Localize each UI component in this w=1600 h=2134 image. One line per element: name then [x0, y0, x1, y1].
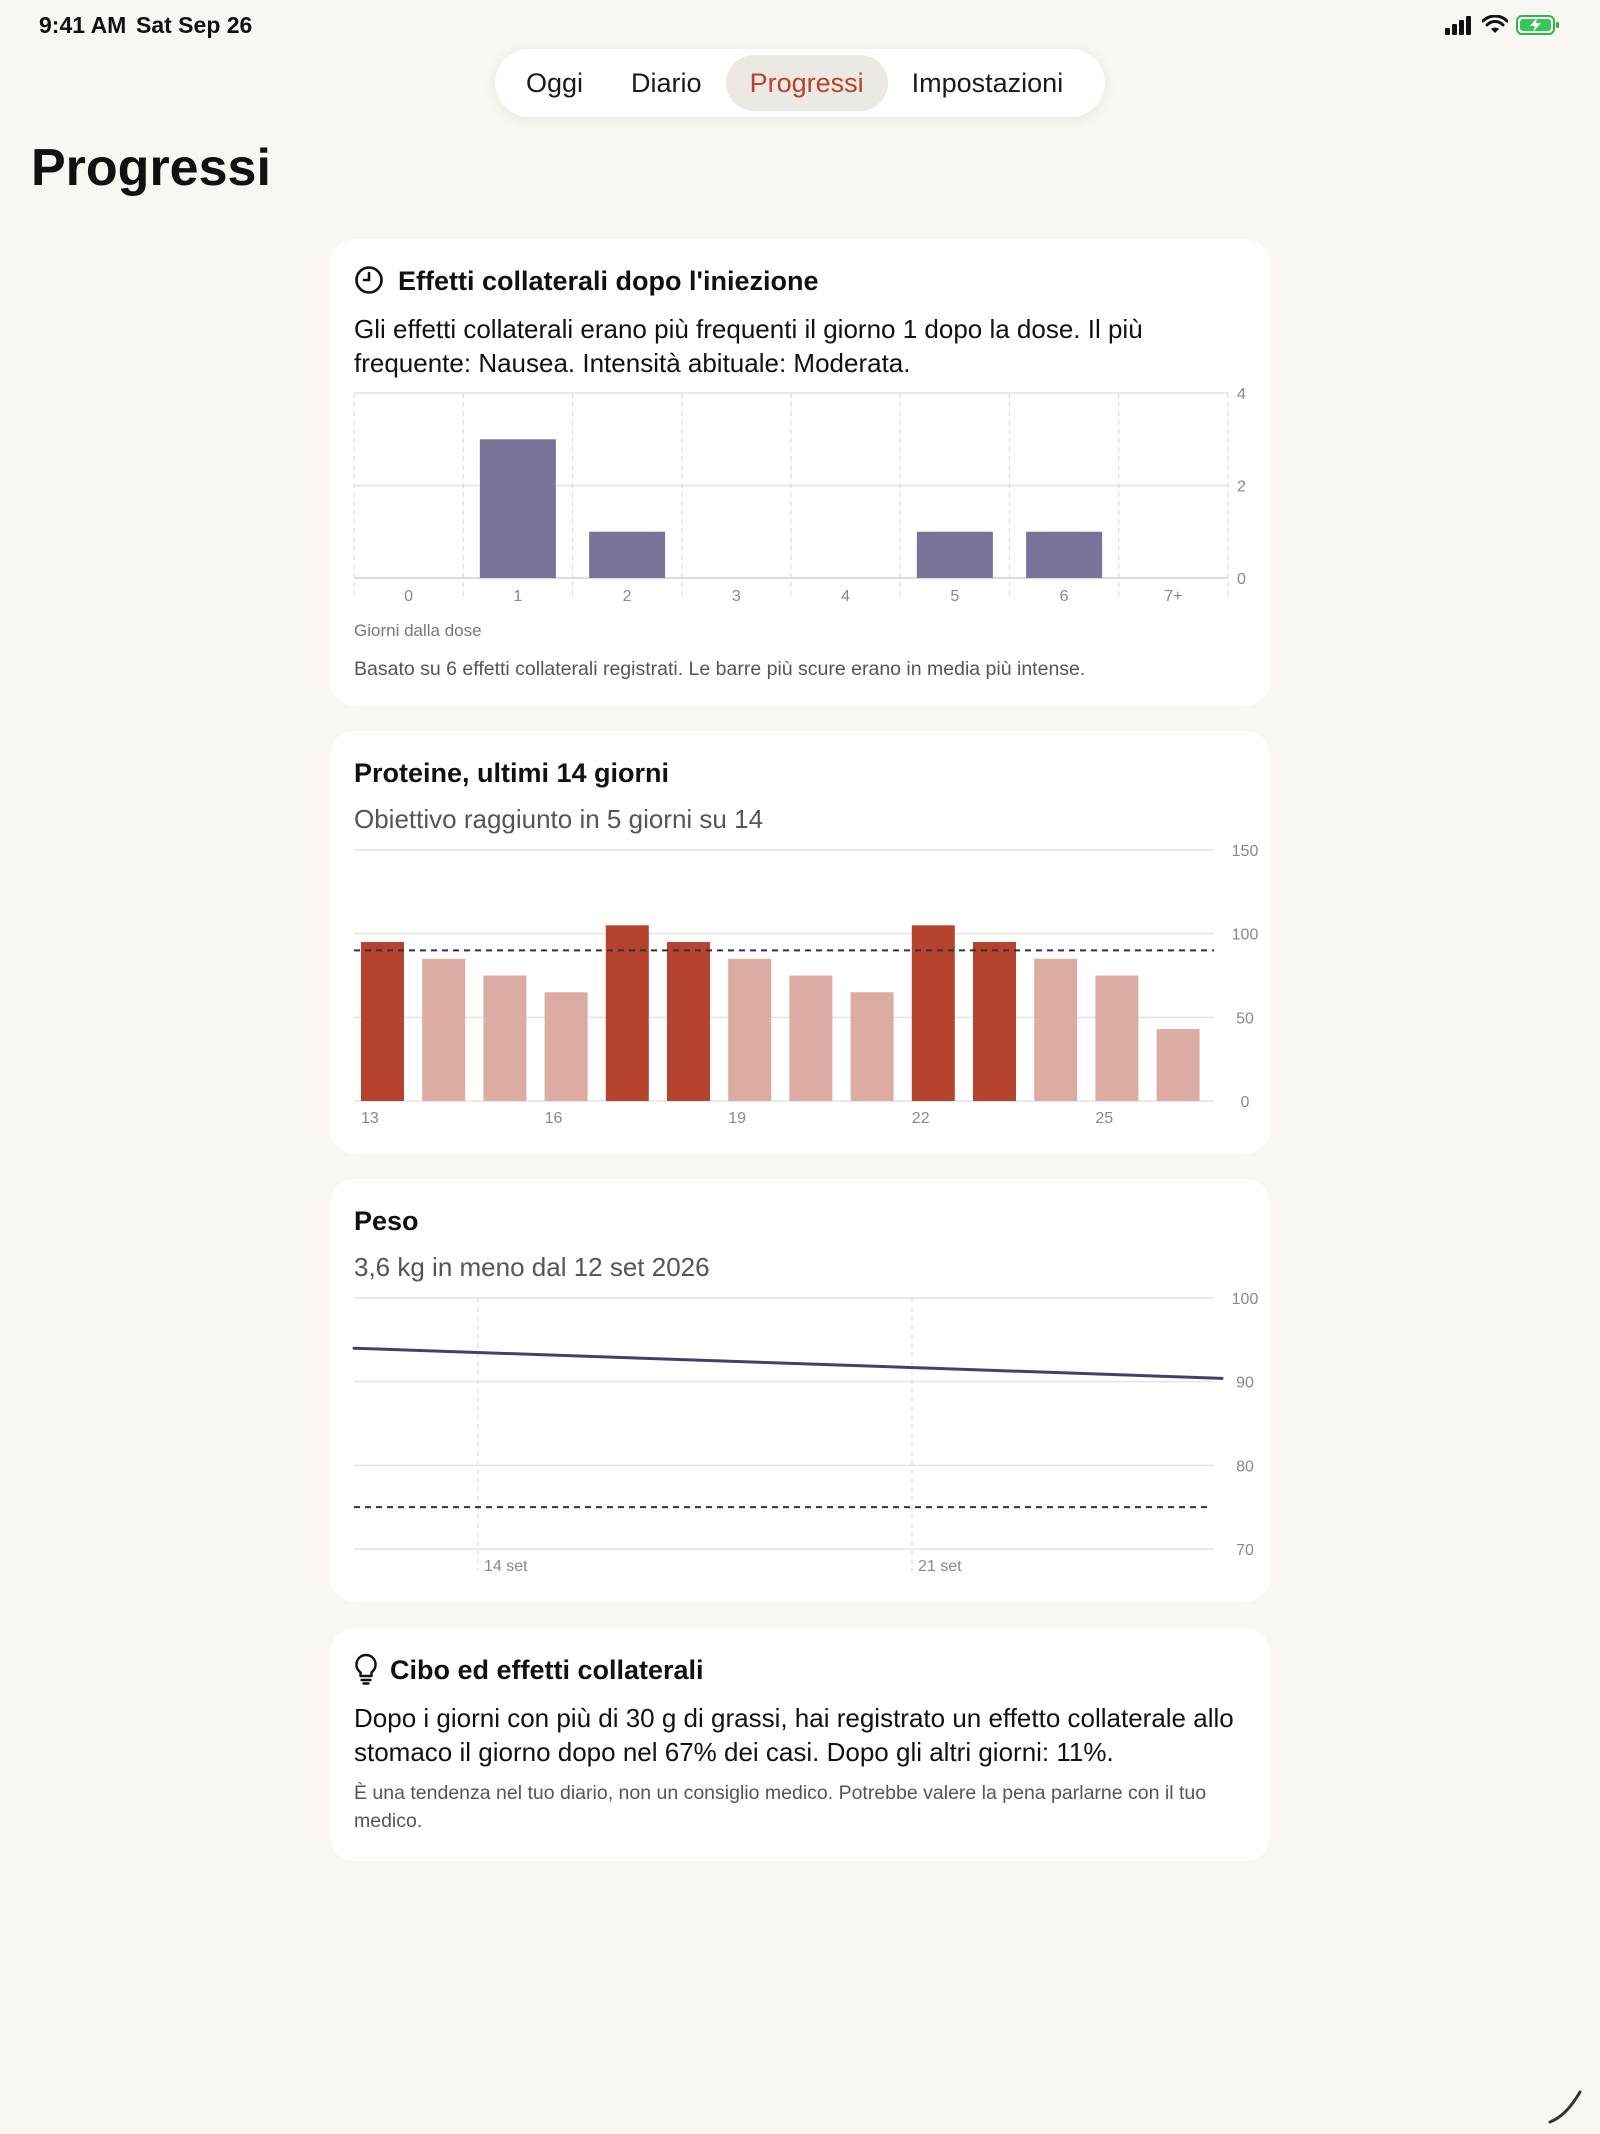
x-tick-label: 14 set [484, 1558, 528, 1575]
x-tick-label: 5 [950, 588, 960, 605]
bar-day-21 [851, 992, 894, 1101]
x-tick-label: 7+ [1164, 588, 1183, 605]
status-bar [0, 0, 1600, 50]
x-tick-label: 6 [1059, 588, 1069, 605]
battery-charging-icon [1516, 14, 1560, 36]
y-tick-label: 2 [1237, 478, 1246, 496]
status-icons [1444, 14, 1560, 36]
bar-day-22 [912, 925, 955, 1101]
bar-day-25 [1095, 976, 1138, 1102]
x-tick-label: 13 [361, 1110, 379, 1127]
y-tick-label: 70 [1236, 1542, 1254, 1559]
y-tick-label: 4 [1237, 387, 1246, 403]
clock-icon [354, 265, 384, 295]
lightbulb-icon [354, 1653, 378, 1685]
weight-title: Peso [354, 1206, 419, 1236]
protein-subtitle: Obiettivo raggiunto in 5 giorni su 14 [354, 804, 764, 834]
bar-day-1 [480, 439, 556, 578]
y-tick-label: 80 [1236, 1458, 1254, 1476]
side-effects-footnote: Basato su 6 effetti collaterali registrati. Le barre più scure erano in media più intense. [354, 658, 1086, 680]
protein-title: Proteine, ultimi 14 giorni [354, 758, 670, 788]
x-tick-label: 0 [404, 588, 414, 605]
x-tick-label: 2 [622, 588, 632, 605]
page-title: Progressi [31, 139, 271, 197]
bar-day-6 [1026, 532, 1102, 578]
bar-day-19 [728, 959, 771, 1101]
bar-day-18 [667, 942, 710, 1101]
bar-day-14 [422, 959, 465, 1101]
x-tick-label: 22 [911, 1110, 930, 1127]
x-tick-label: 16 [544, 1110, 563, 1127]
protein-chart [330, 841, 1270, 1141]
weight-subtitle: 3,6 kg in meno dal 12 set 2026 [354, 1252, 710, 1282]
wifi-icon [1482, 15, 1508, 35]
weight-chart [330, 1289, 1270, 1589]
insight-footnote: È una tendenza nel tuo diario, non un consiglio medico. Potrebbe valere la pena parlarne con il tuo medico. [354, 1782, 1207, 1832]
bar-day-15 [483, 976, 526, 1102]
insight-text: Dopo i giorni con più di 30 g di grassi, hai registrato un effetto collaterale allo stomaco il giorno dopo nel 67% dei casi. Dopo gli altri giorni: 11%. [354, 1703, 1234, 1767]
y-tick-label: 0 [1237, 571, 1246, 588]
y-tick-label: 100 [1231, 1291, 1259, 1308]
x-tick-label: 1 [513, 588, 523, 605]
bar-day-17 [606, 925, 649, 1101]
side-effects-xlabel: Giorni dalla dose [354, 621, 482, 640]
side-effects-summary: Gli effetti collaterali erano più frequenti il giorno 1 dopo la dose. Il più frequente: Nausea. Intensità abituale: Moderata. [354, 314, 1143, 378]
side-effects-card [330, 239, 1270, 706]
x-tick-label: 4 [841, 588, 851, 605]
bar-day-26 [1157, 1029, 1200, 1101]
bar-day-16 [545, 992, 588, 1101]
tab-oggi[interactable]: Oggi [526, 67, 584, 98]
bar-day-5 [917, 532, 993, 578]
cellular-signal-icon [1444, 15, 1474, 35]
protein-card [330, 731, 1270, 1154]
side-effects-title: Effetti collaterali dopo l'iniezione [398, 266, 819, 296]
bar-day-20 [789, 976, 832, 1102]
side-effects-chart [330, 387, 1270, 617]
tab-bar [495, 49, 1105, 117]
y-tick-label: 90 [1236, 1374, 1254, 1392]
status-date: Sat Sep 26 [136, 12, 253, 38]
y-tick-label: 150 [1231, 843, 1259, 860]
pencil-scribble-icon [1546, 2086, 1586, 2126]
bar-day-13 [361, 942, 404, 1101]
y-tick-label: 50 [1236, 1010, 1254, 1028]
y-tick-label: 100 [1231, 926, 1259, 944]
status-time: 9:41 AM [39, 12, 127, 38]
x-tick-label: 3 [731, 588, 741, 605]
bar-day-23 [973, 942, 1016, 1101]
insight-card [330, 1628, 1270, 1861]
y-tick-label: 0 [1240, 1094, 1250, 1111]
x-tick-label: 25 [1095, 1110, 1114, 1127]
tab-impostazioni[interactable]: Impostazioni [911, 67, 1064, 98]
insight-title: Cibo ed effetti collaterali [390, 1655, 704, 1685]
weight-card [330, 1179, 1270, 1602]
bar-day-2 [589, 532, 665, 578]
x-tick-label: 21 set [918, 1558, 962, 1575]
tab-diario[interactable]: Diario [631, 67, 702, 98]
tab-progressi[interactable]: Progressi [726, 55, 888, 111]
weight-series-line [354, 1348, 1222, 1378]
bar-day-24 [1034, 959, 1077, 1101]
x-tick-label: 19 [728, 1110, 746, 1127]
